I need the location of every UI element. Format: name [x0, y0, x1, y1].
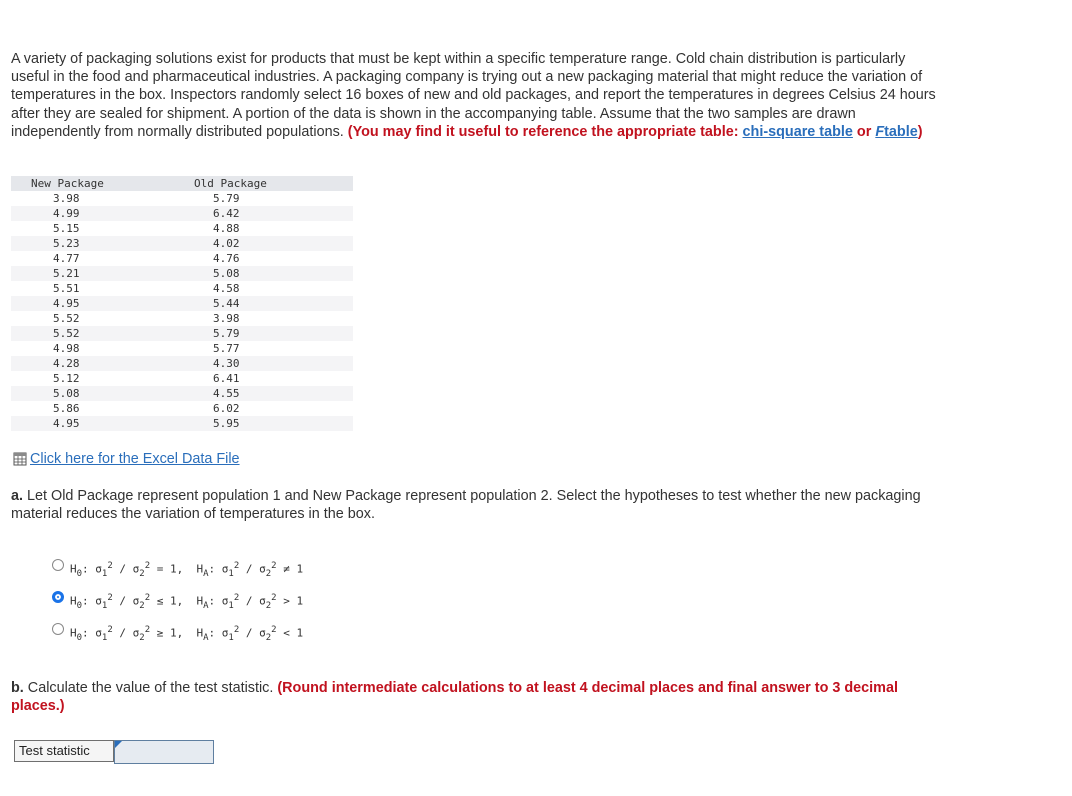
part-b-question: [11, 679, 946, 715]
input-flag-icon: [115, 741, 122, 748]
table-row: [11, 281, 353, 296]
old-package-cell: 4.55: [153, 386, 353, 401]
table-row: [11, 206, 353, 221]
new-package-cell: 5.52: [11, 311, 153, 326]
new-package-cell: 5.23: [11, 236, 153, 251]
hypothesis-text: $H_0$: $\sigma_1^2 / \sigma_2^2 = 1$, $H_A$: $\sigma_1^2 / \sigma_2^2 \ne 1$: [70, 561, 304, 579]
new-package-cell: 4.28: [11, 356, 153, 371]
test-statistic-input[interactable]: [114, 740, 214, 764]
part-a-letter: a.: [11, 488, 24, 504]
table-row: [11, 191, 353, 206]
hypothesis-text: $H_0$: $\sigma_1^2 / \sigma_2^2 \le 1$, $H_A$: $\sigma_1^2 / \sigma_2^2 > 1$: [70, 593, 304, 611]
hypothesis-text: $H_0$: $\sigma_1^2 / \sigma_2^2 \ge 1$, $H_A$: $\sigma_1^2 / \sigma_2^2 < 1$: [70, 625, 304, 643]
part-a-text: Let Old Package represent population 1 and New Package represent population 2. Select the hypotheses to test whether the new packaging material reduces the variation of temperatures in the box.: [11, 488, 921, 523]
table-row: [11, 251, 353, 266]
old-package-cell: 6.41: [153, 371, 353, 386]
part-a-question: [11, 487, 946, 523]
table-row: [11, 326, 353, 341]
table-row: [11, 371, 353, 386]
table-row: [11, 221, 353, 236]
test-statistic-label: Test statistic: [14, 740, 114, 762]
part-b-letter: b.: [11, 680, 24, 696]
old-package-cell: 5.77: [153, 341, 353, 356]
new-package-cell: 3.98: [11, 191, 153, 206]
new-package-cell: 5.52: [11, 326, 153, 341]
old-package-cell: 5.95: [153, 416, 353, 431]
chi-square-table-link[interactable]: chi-square table: [742, 123, 853, 140]
table-row: [11, 236, 353, 251]
data-table: [11, 176, 353, 431]
excel-file-icon: [13, 452, 27, 466]
old-package-cell: 5.44: [153, 296, 353, 311]
table-hint: (You may find it useful to reference the appropriate table: chi-square table or Ftable): [347, 123, 923, 140]
old-package-cell: 6.42: [153, 206, 353, 221]
table-row: [11, 401, 353, 416]
new-package-cell: 5.08: [11, 386, 153, 401]
old-package-cell: 4.58: [153, 281, 353, 296]
old-package-cell: 3.98: [153, 311, 353, 326]
table-row: [11, 386, 353, 401]
old-package-cell: 4.30: [153, 356, 353, 371]
table-row: [11, 311, 353, 326]
table-row: [11, 356, 353, 371]
part-b-note: (Round intermediate calculations to at least 4 decimal places and final answer to 3 decimal places.): [11, 680, 898, 715]
new-package-cell: 5.12: [11, 371, 153, 386]
old-package-cell: 5.08: [153, 266, 353, 281]
old-package-cell: 4.76: [153, 251, 353, 266]
f-table-link[interactable]: Ftable: [875, 123, 918, 140]
new-package-cell: 4.95: [11, 296, 153, 311]
radio-selected-icon[interactable]: [52, 591, 64, 603]
excel-data-file-link[interactable]: [13, 451, 240, 467]
excel-link-label: Click here for the Excel Data File: [30, 451, 240, 467]
table-row: [11, 266, 353, 281]
hypothesis-option[interactable]: [52, 625, 303, 643]
header-old-package: Old Package: [153, 176, 353, 191]
new-package-cell: 5.86: [11, 401, 153, 416]
old-package-cell: 5.79: [153, 326, 353, 341]
table-row: [11, 416, 353, 431]
hypothesis-option[interactable]: [52, 561, 303, 579]
part-b-text: Calculate the value of the test statistic.: [27, 680, 274, 696]
old-package-cell: 4.02: [153, 236, 353, 251]
new-package-cell: 4.99: [11, 206, 153, 221]
hypothesis-option[interactable]: [52, 593, 303, 611]
new-package-cell: 5.51: [11, 281, 153, 296]
new-package-cell: 5.15: [11, 221, 153, 236]
table-row: [11, 341, 353, 356]
intro-text: A variety of packaging solutions exist for products that must be kept within a specific temperature range. Cold chain distribution is particularly useful in the food and pharmaceutical industries. A packaging company is trying out a new packaging material that might reduce the variation of temperatures in the box. Inspectors randomly select 16 boxes of new and old packages, and report the temperatures in degrees Celsius 24 hours after they are sealed for shipment. A portion of the data is shown in the accompanying table. Assume that the two samples are drawn independently from normally distributed populations.: [11, 51, 936, 140]
radio-unselected-icon[interactable]: [52, 559, 64, 571]
new-package-cell: 4.98: [11, 341, 153, 356]
new-package-cell: 4.95: [11, 416, 153, 431]
new-package-cell: 5.21: [11, 266, 153, 281]
problem-intro: [11, 50, 946, 141]
table-row: [11, 296, 353, 311]
old-package-cell: 5.79: [153, 191, 353, 206]
radio-unselected-icon[interactable]: [52, 623, 64, 635]
new-package-cell: 4.77: [11, 251, 153, 266]
old-package-cell: 4.88: [153, 221, 353, 236]
old-package-cell: 6.02: [153, 401, 353, 416]
header-new-package: New Package: [11, 176, 153, 191]
